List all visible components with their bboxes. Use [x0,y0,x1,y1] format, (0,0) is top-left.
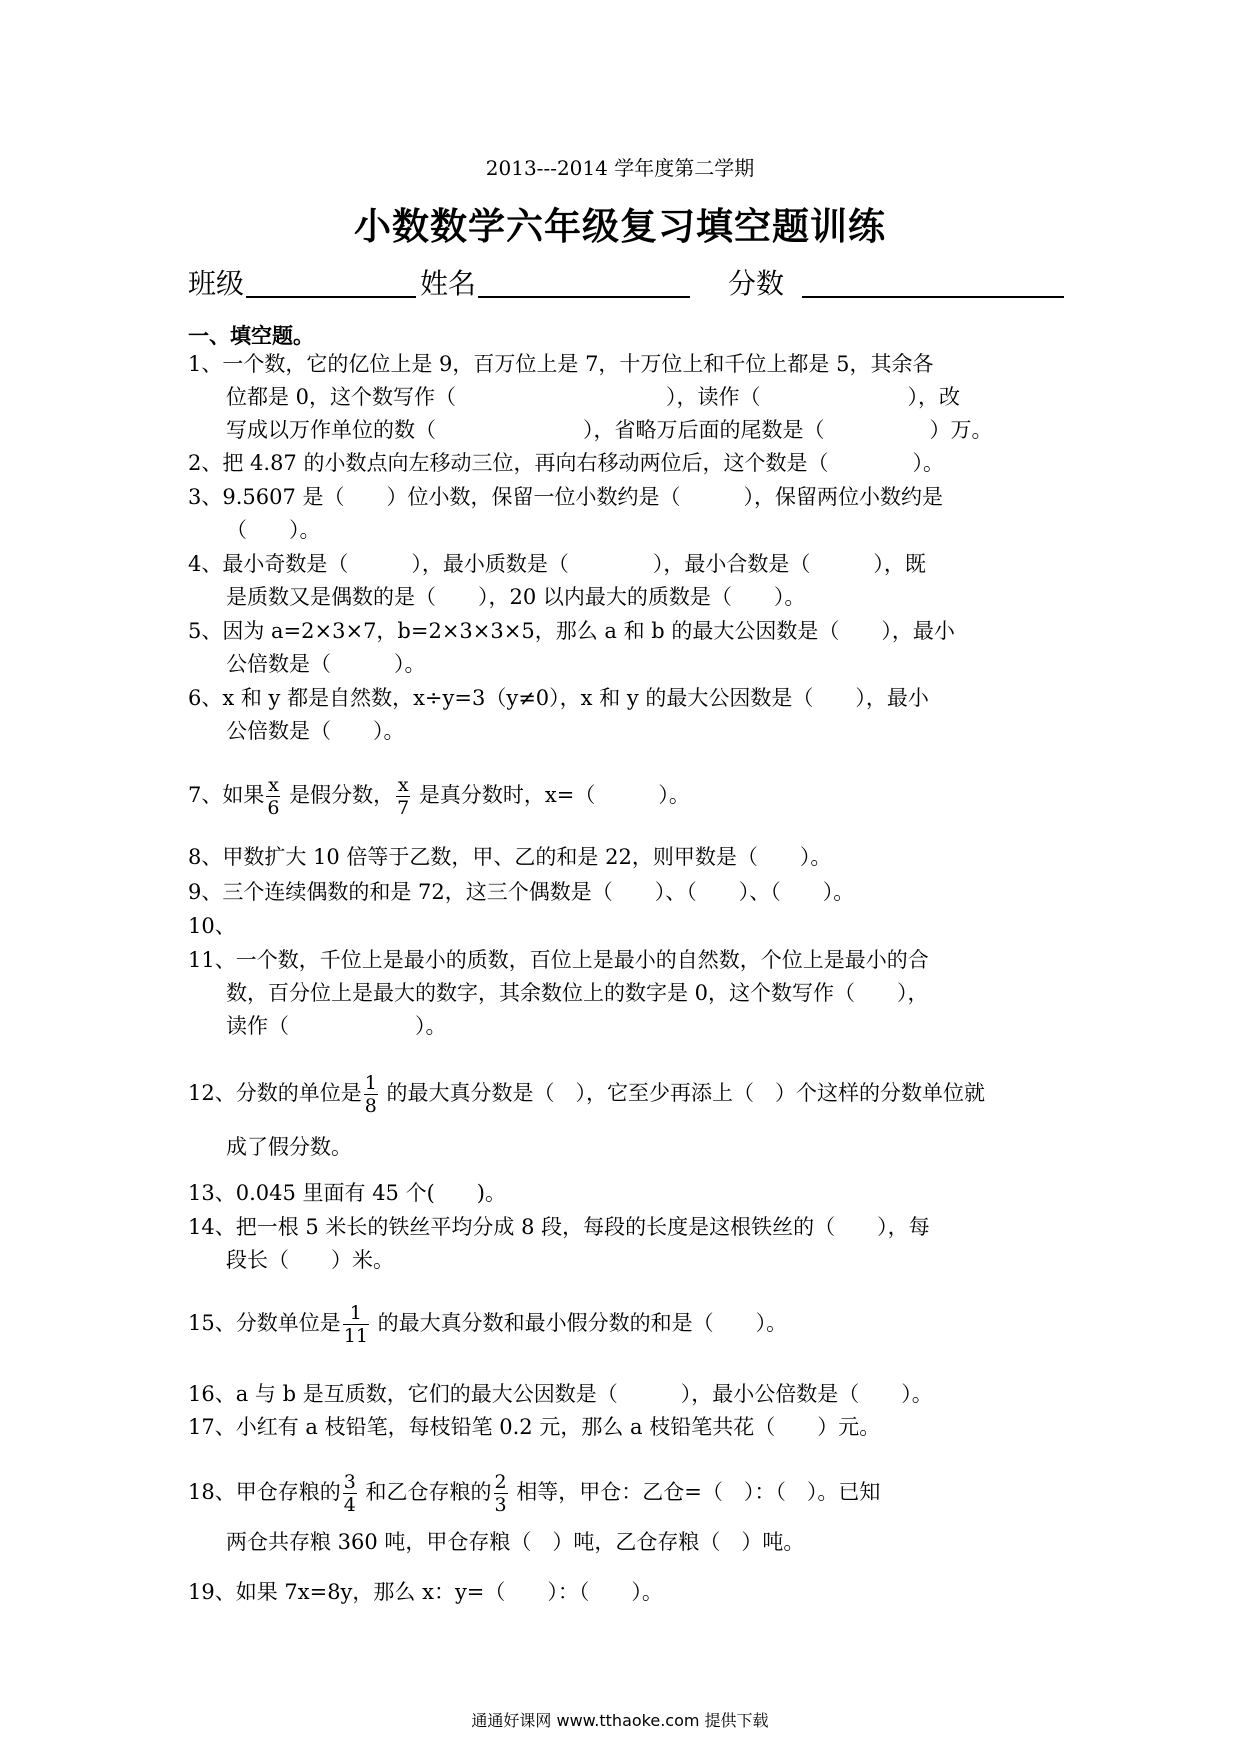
fraction-numerator: 2 [494,1471,507,1493]
question-text: 12、分数的单位是 [188,1081,362,1105]
question-14 [188,1211,1063,1277]
name-label: 姓名 [420,267,477,300]
fraction-1-over-11 [343,1302,369,1347]
question-text: 相等，甲仓：乙仓=（ ）：（ ）。已知 [509,1480,881,1504]
question-line: 5、因为 a=2×3×7，b=2×3×3×5，那么 a 和 b 的最大公因数是（ ），最小 [188,619,955,643]
question-10 [188,910,1063,943]
section-title: 一、填空题。 [188,324,314,348]
question-2 [188,447,1063,480]
fraction-1-over-8 [364,1072,378,1117]
question-line [188,1462,1063,1522]
student-info-row [188,262,1068,302]
fraction-denominator: 7 [397,797,410,819]
name-blank[interactable] [478,296,690,298]
question-line [188,1293,1063,1353]
fraction-denominator: 11 [343,1325,368,1347]
question-line: 16、a 与 b 是互质数，它们的最大公因数是（ ），最小公倍数是（ ）。 [188,1382,933,1406]
question-line: 19、如果 7x=8y，那么 x：y=（ ）：（ ）。 [188,1580,663,1604]
page-title: 小数数学六年级复习填空题训练 [354,205,886,248]
class-blank[interactable] [246,296,416,298]
question-13 [188,1177,1063,1210]
fraction-numerator: x [268,774,279,796]
question-line [188,1063,1063,1123]
question-text: 15、分数单位是 [188,1311,341,1335]
question-line: 两仓共存粮 360 吨，甲仓存粮（ ）吨，乙仓存粮（ ）吨。 [226,1530,805,1554]
question-9 [188,876,1063,909]
question-4 [188,548,1063,614]
question-line: 8、甲数扩大 10 倍等于乙数，甲、乙的和是 22，则甲数是（ ）。 [188,845,832,869]
fraction-numerator: 1 [343,1302,369,1325]
fraction-denominator: 3 [494,1494,507,1516]
question-text: 的最大真分数是（ ），它至少再添上（ ）个这样的分数单位就 [379,1081,986,1105]
fraction-numerator: x [397,774,409,796]
question-text: 是假分数， [282,783,395,807]
question-text: 的最大真分数和最小假分数的和是（ ）。 [370,1311,788,1335]
question-line: 10、 [188,914,236,938]
school-year: 2013---2014 学年度第二学期 [485,156,755,180]
question-line: 9、三个连续偶数的和是 72，这三个偶数是（ ）、（ ）、（ ）。 [188,880,855,904]
score-blank[interactable] [802,296,1064,298]
question-8 [188,841,1063,874]
fraction-x-over-6 [266,774,280,819]
fraction-denominator: 8 [364,1095,377,1117]
question-line: 1、一个数，它的亿位上是 9，百万位上是 7，十万位上和千位上都是 5，其余各 [188,352,934,376]
fraction-denominator: 4 [343,1494,356,1516]
class-label: 班级 [188,267,245,300]
question-text: 和乙仓存粮的 [358,1480,492,1504]
question-line: 成了假分数。 [226,1135,352,1159]
question-line: 数，百分位上是最大的数字，其余数位上的数字是 0，这个数写作（ ）， [226,981,929,1005]
question-line: 2、把 4.87 的小数点向左移动三位，再向右移动两位后，这个数是（ ）。 [188,451,944,475]
question-line [188,765,1063,825]
question-line: 4、最小奇数是（ ），最小质数是（ ），最小合数是（ ），既 [188,552,926,576]
question-6 [188,682,1063,748]
fraction-numerator: 1 [364,1072,377,1094]
question-line: 6、x 和 y 都是自然数，x÷y=3（y≠0），x 和 y 的最大公因数是（ ），最小 [188,686,929,710]
question-line: 段长（ ）米。 [226,1248,394,1272]
question-line: 位都是 0，这个数写作（ ），读作（ ），改 [226,385,961,409]
fraction-numerator: 3 [343,1471,356,1493]
question-5 [188,615,1063,681]
score-label: 分数 [728,267,785,300]
question-7 [188,765,1063,825]
question-17 [188,1411,1063,1444]
question-11 [188,944,1063,1043]
question-line: 13、0.045 里面有 45 个( )。 [188,1181,506,1205]
fraction-x-over-7 [396,774,410,819]
question-text: 18、甲仓存粮的 [188,1480,341,1504]
footer-credit: 通通好课网 www.tthaoke.com 提供下载 [471,1711,769,1730]
question-line: 是质数又是偶数的是（ ），20 以内最大的质数是（ ）。 [226,585,806,609]
question-12 [188,1063,1063,1164]
question-16 [188,1378,1063,1411]
question-line: 公倍数是（ ）。 [226,719,405,743]
question-line: 11、一个数，千位上是最小的质数，百位上是最小的自然数，个位上是最小的合 [188,948,929,972]
question-1 [188,348,1063,447]
question-line: 17、小红有 a 枝铅笔，每枝铅笔 0.2 元，那么 a 枝铅笔共花（ ）元。 [188,1415,881,1439]
fraction-2-over-3 [494,1471,508,1516]
question-line: 读作（ ）。 [226,1014,447,1038]
fraction-3-over-4 [343,1471,357,1516]
question-15 [188,1293,1063,1353]
question-line: （ ）。 [226,518,321,542]
question-line: 写成以万作单位的数（ ），省略万后面的尾数是（ ）万。 [226,418,993,442]
question-text: 7、如果 [188,783,265,807]
question-line: 14、把一根 5 米长的铁丝平均分成 8 段，每段的长度是这根铁丝的（ ），每 [188,1215,930,1239]
question-18 [188,1462,1063,1559]
question-19 [188,1576,1063,1609]
question-line: 3、9.5607 是（ ）位小数，保留一位小数约是（ ），保留两位小数约是 [188,485,944,509]
question-text: 是真分数时，x=（ ）。 [412,783,690,807]
question-line: 公倍数是（ ）。 [226,652,426,676]
fraction-denominator: 6 [267,797,280,819]
question-3 [188,481,1063,547]
